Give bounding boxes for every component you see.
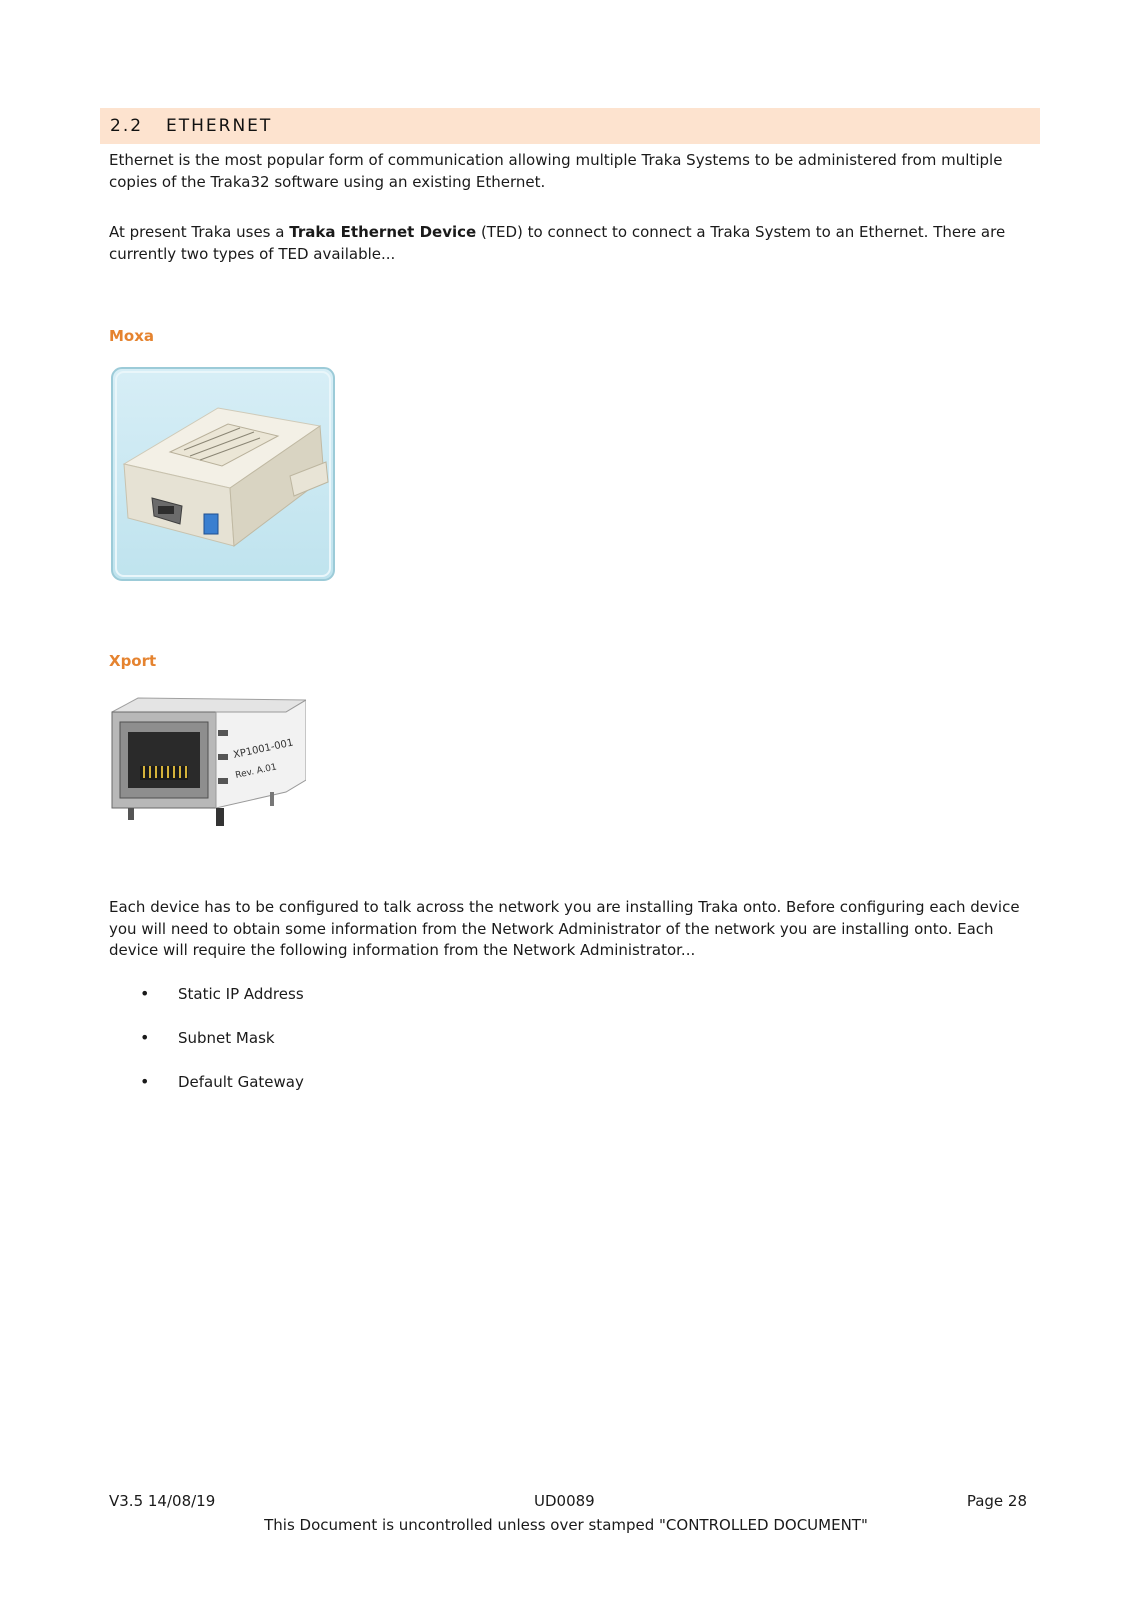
section-header bbox=[100, 108, 1040, 144]
section-title: ETHERNET bbox=[166, 116, 273, 136]
list-item bbox=[140, 1028, 304, 1072]
footer-doc-id: UD0089 bbox=[534, 1492, 595, 1510]
config-paragraph: Each device has to be configured to talk across the network you are installing Traka onto. Before configuring each device you will need to obtain some information from the Network Administrator of the network you are installing onto. Each device will require the following information from the Network Administrator... bbox=[109, 898, 1020, 959]
list-item bbox=[140, 1072, 304, 1116]
traka-ethernet-device-term: Traka Ethernet Device bbox=[289, 223, 477, 241]
xport-label-line-2: Rev. A.01 bbox=[234, 762, 278, 781]
list-item bbox=[140, 984, 304, 1028]
intro-paragraph-2 bbox=[109, 222, 1034, 265]
bullet-icon: • bbox=[140, 984, 150, 1003]
intro-paragraph-1: Ethernet is the most popular form of communication allowing multiple Traka Systems to be administered from multiple copies of the Traka32 software using an existing Ethernet. bbox=[109, 151, 1003, 191]
requirement-text: Default Gateway bbox=[178, 1073, 304, 1091]
bullet-icon: • bbox=[140, 1072, 150, 1091]
bullet-icon: • bbox=[140, 1028, 150, 1047]
xport-heading: Xport bbox=[109, 652, 157, 670]
footer-page-number: Page 28 bbox=[966, 1492, 1027, 1510]
moxa-heading: Moxa bbox=[109, 327, 155, 345]
xport-label-line-1: XP1001-001 bbox=[232, 737, 295, 761]
footer-control-note: This Document is uncontrolled unless over stamped "CONTROLLED DOCUMENT" bbox=[264, 1516, 868, 1534]
footer-version: V3.5 14/08/19 bbox=[109, 1492, 216, 1510]
xport-module-image bbox=[110, 696, 306, 832]
intro-p2-after: (TED) to connect to connect a Traka System to an Ethernet. There are currently two types of TED available... bbox=[109, 223, 1006, 263]
intro-p2-before: At present Traka uses a bbox=[109, 223, 290, 241]
requirement-text: Subnet Mask bbox=[178, 1029, 275, 1047]
requirements-list bbox=[140, 984, 304, 1116]
requirement-text: Static IP Address bbox=[178, 985, 304, 1003]
section-number: 2.2 bbox=[110, 116, 144, 136]
moxa-device-image bbox=[110, 366, 336, 586]
